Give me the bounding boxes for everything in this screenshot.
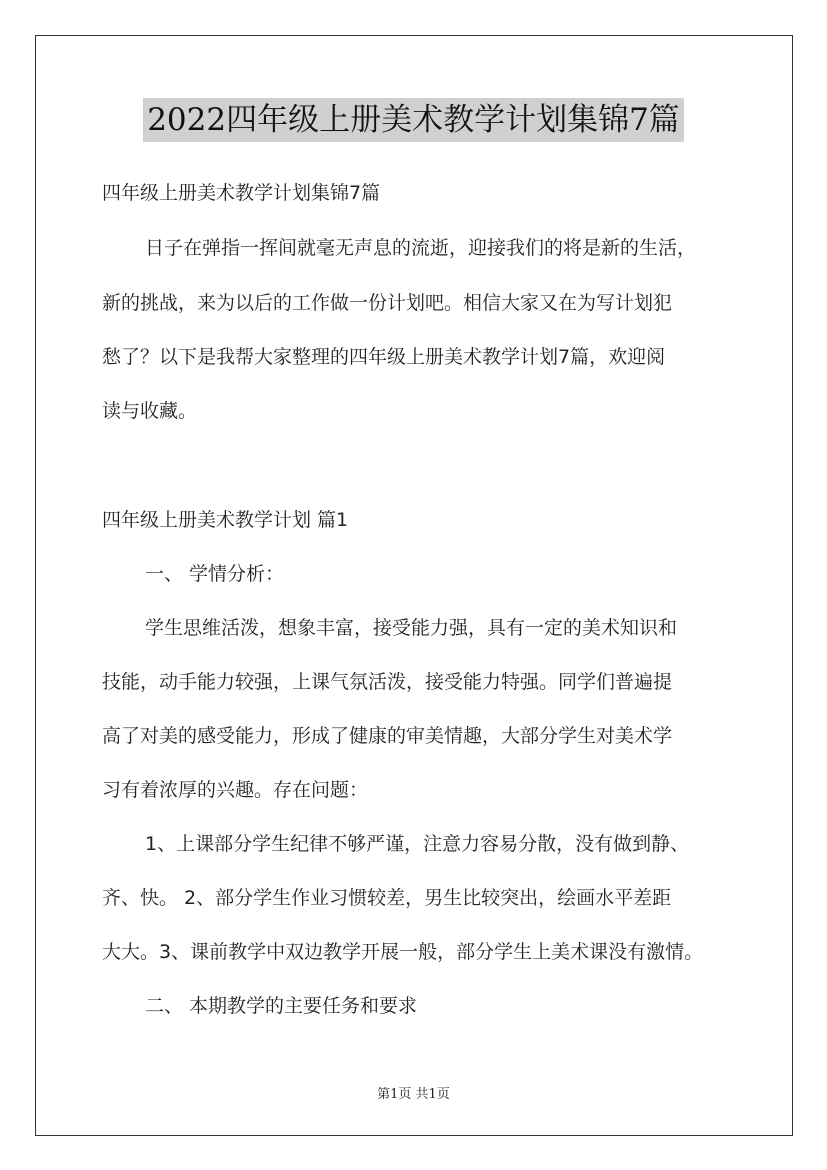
subtitle-line: 四年级上册美术教学计划集锦7篇 <box>102 182 381 204</box>
title-container <box>0 98 827 142</box>
problem-line-1: 1、上课部分学生纪律不够严谨，注意力容易分散，没有做到静、 <box>145 833 690 855</box>
analysis-line-3: 高了对美的感受能力，形成了健康的审美情趣，大部分学生对美术学 <box>102 725 673 747</box>
problem-line-2: 齐、快。 2、部分学生作业习惯较差，男生比较突出，绘画水平差距 <box>102 887 672 909</box>
subheading-1: 一、 学情分析： <box>145 563 285 585</box>
analysis-line-2: 技能，动手能力较强，上课气氛活泼，接受能力特强。同学们普遍提 <box>102 671 673 693</box>
analysis-line-4: 习有着浓厚的兴趣。存在问题： <box>102 779 369 801</box>
analysis-line-1: 学生思维活泼，想象丰富，接受能力强，具有一定的美术知识和 <box>145 617 678 639</box>
intro-line-4: 读与收藏。 <box>102 400 198 422</box>
intro-line-1: 日子在弹指一挥间就毫无声息的流逝，迎接我们的将是新的生活， <box>145 237 697 259</box>
document-title: 2022四年级上册美术教学计划集锦7篇 <box>143 98 684 142</box>
intro-line-2: 新的挑战，来为以后的工作做一份计划吧。相信大家又在为写计划犯 <box>102 292 673 314</box>
intro-line-3: 愁了？以下是我帮大家整理的四年级上册美术教学计划7篇，欢迎阅 <box>102 346 666 368</box>
section-heading: 四年级上册美术教学计划 篇1 <box>102 509 349 531</box>
subheading-2: 二、 本期教学的主要任务和要求 <box>145 995 418 1017</box>
page-footer: 第1页 共1页 <box>377 1087 450 1102</box>
problem-line-3: 大大。3、课前教学中双边教学开展一般，部分学生上美术课没有激情。 <box>102 941 704 963</box>
